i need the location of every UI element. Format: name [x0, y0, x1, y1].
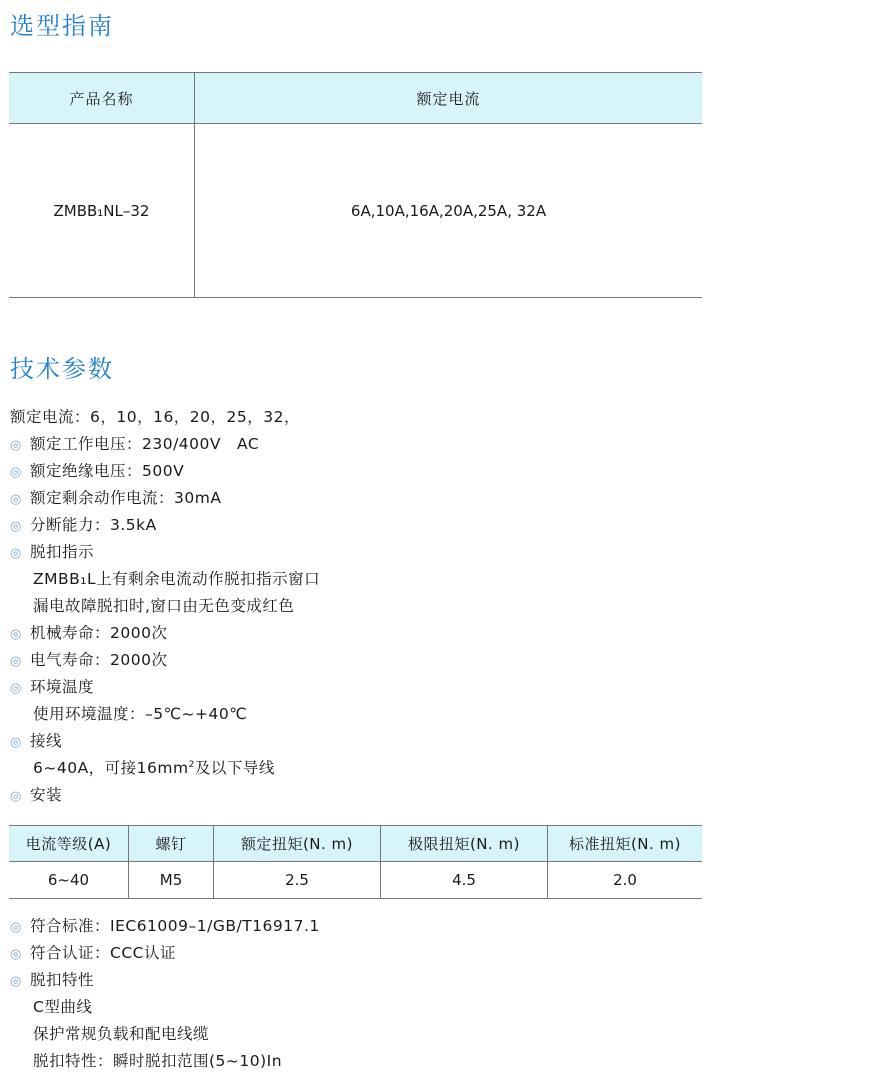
param-trip-indicator-line2: 漏电故障脱扣时,窗口由无色变成红色 — [33, 597, 295, 615]
header-rated-current: 额定电流 — [195, 73, 703, 124]
header-current-level: 电流等级(A) — [9, 826, 129, 862]
install-table — [9, 825, 702, 899]
list-item — [10, 431, 710, 458]
params-list-2 — [10, 913, 710, 1075]
header-product-name: 产品名称 — [9, 73, 195, 124]
table-row — [9, 862, 702, 899]
table-header-row — [9, 826, 702, 862]
list-item — [10, 647, 710, 674]
bullet-icon: ◎ — [10, 920, 22, 935]
param-certification: 符合认证：CCC认证 — [30, 944, 176, 962]
param-environment: 环境温度 — [30, 678, 95, 696]
table-row — [9, 124, 702, 298]
cell-product-name: ZMBB₁NL–32 — [9, 124, 195, 298]
list-item — [10, 620, 710, 647]
list-item — [10, 967, 710, 994]
param-trip-indicator-line1: ZMBB₁L上有剩余电流动作脱扣指示窗口 — [33, 570, 321, 588]
param-environment-detail: 使用环境温度：–5℃~+40℃ — [33, 705, 248, 723]
list-item — [10, 485, 710, 512]
selection-table — [9, 72, 702, 298]
bullet-icon: ◎ — [10, 789, 22, 804]
section-title-selection-guide: 选型指南 — [10, 12, 114, 40]
header-rated-torque: 额定扭矩(N. m) — [214, 826, 381, 862]
bullet-icon: ◎ — [10, 681, 22, 696]
list-item — [10, 674, 710, 701]
cell-rated-torque: 2.5 — [214, 862, 381, 899]
bullet-icon: ◎ — [10, 735, 22, 750]
bullet-icon: ◎ — [10, 947, 22, 962]
param-trip-indicator: 脱扣指示 — [30, 543, 95, 561]
param-wiring: 接线 — [30, 732, 63, 750]
bullet-icon: ◎ — [10, 546, 22, 561]
param-breaking-capacity: 分断能力：3.5kA — [30, 516, 157, 534]
cell-limit-torque: 4.5 — [381, 862, 548, 899]
param-residual-current: 额定剩余动作电流：30mA — [30, 489, 222, 507]
table-header-row — [9, 73, 702, 124]
wiring-detail-sup: 2 — [188, 759, 195, 770]
bullet-icon: ◎ — [10, 654, 22, 669]
list-item — [10, 512, 710, 539]
wiring-detail-text: 6~40A，可接16mm — [33, 759, 189, 777]
list-item — [10, 458, 710, 485]
list-item — [10, 940, 710, 967]
cell-rated-current: 6A,10A,16A,20A,25A, 32A — [195, 124, 703, 298]
bullet-icon: ◎ — [10, 519, 22, 534]
bullet-icon: ◎ — [10, 438, 22, 453]
param-trip-detail: 脱扣特性：瞬时脱扣范围(5~10)In — [33, 1052, 283, 1070]
bullet-icon: ◎ — [10, 492, 22, 507]
bullet-icon: ◎ — [10, 465, 22, 480]
param-rated-current: 额定电流：6，10，16，20，25，32， — [10, 408, 300, 426]
param-wiring-detail — [10, 755, 710, 782]
param-rated-voltage: 额定工作电压：230/400V AC — [30, 435, 260, 453]
param-curve: C型曲线 — [33, 998, 93, 1016]
list-item — [10, 539, 710, 566]
header-limit-torque: 极限扭矩(N. m) — [381, 826, 548, 862]
param-protect: 保护常规负载和配电线缆 — [33, 1025, 210, 1043]
wiring-detail-text-end: 及以下导线 — [194, 759, 275, 777]
list-item — [10, 782, 710, 809]
param-trip-characteristic: 脱扣特性 — [30, 971, 95, 989]
cell-standard-torque: 2.0 — [548, 862, 703, 899]
param-insulation-voltage: 额定绝缘电压：500V — [30, 462, 185, 480]
param-install: 安装 — [30, 786, 63, 804]
bullet-icon: ◎ — [10, 627, 22, 642]
header-standard-torque: 标准扭矩(N. m) — [548, 826, 703, 862]
cell-current-level: 6~40 — [9, 862, 129, 899]
section-title-tech-params: 技术参数 — [10, 355, 114, 383]
param-mech-life: 机械寿命：2000次 — [30, 624, 168, 642]
param-elec-life: 电气寿命：2000次 — [30, 651, 168, 669]
params-list — [10, 404, 710, 809]
bullet-icon: ◎ — [10, 974, 22, 989]
cell-screw: M5 — [129, 862, 214, 899]
param-standard: 符合标准：IEC61009–1/GB/T16917.1 — [30, 917, 320, 935]
header-screw: 螺钉 — [129, 826, 214, 862]
list-item — [10, 728, 710, 755]
list-item — [10, 913, 710, 940]
